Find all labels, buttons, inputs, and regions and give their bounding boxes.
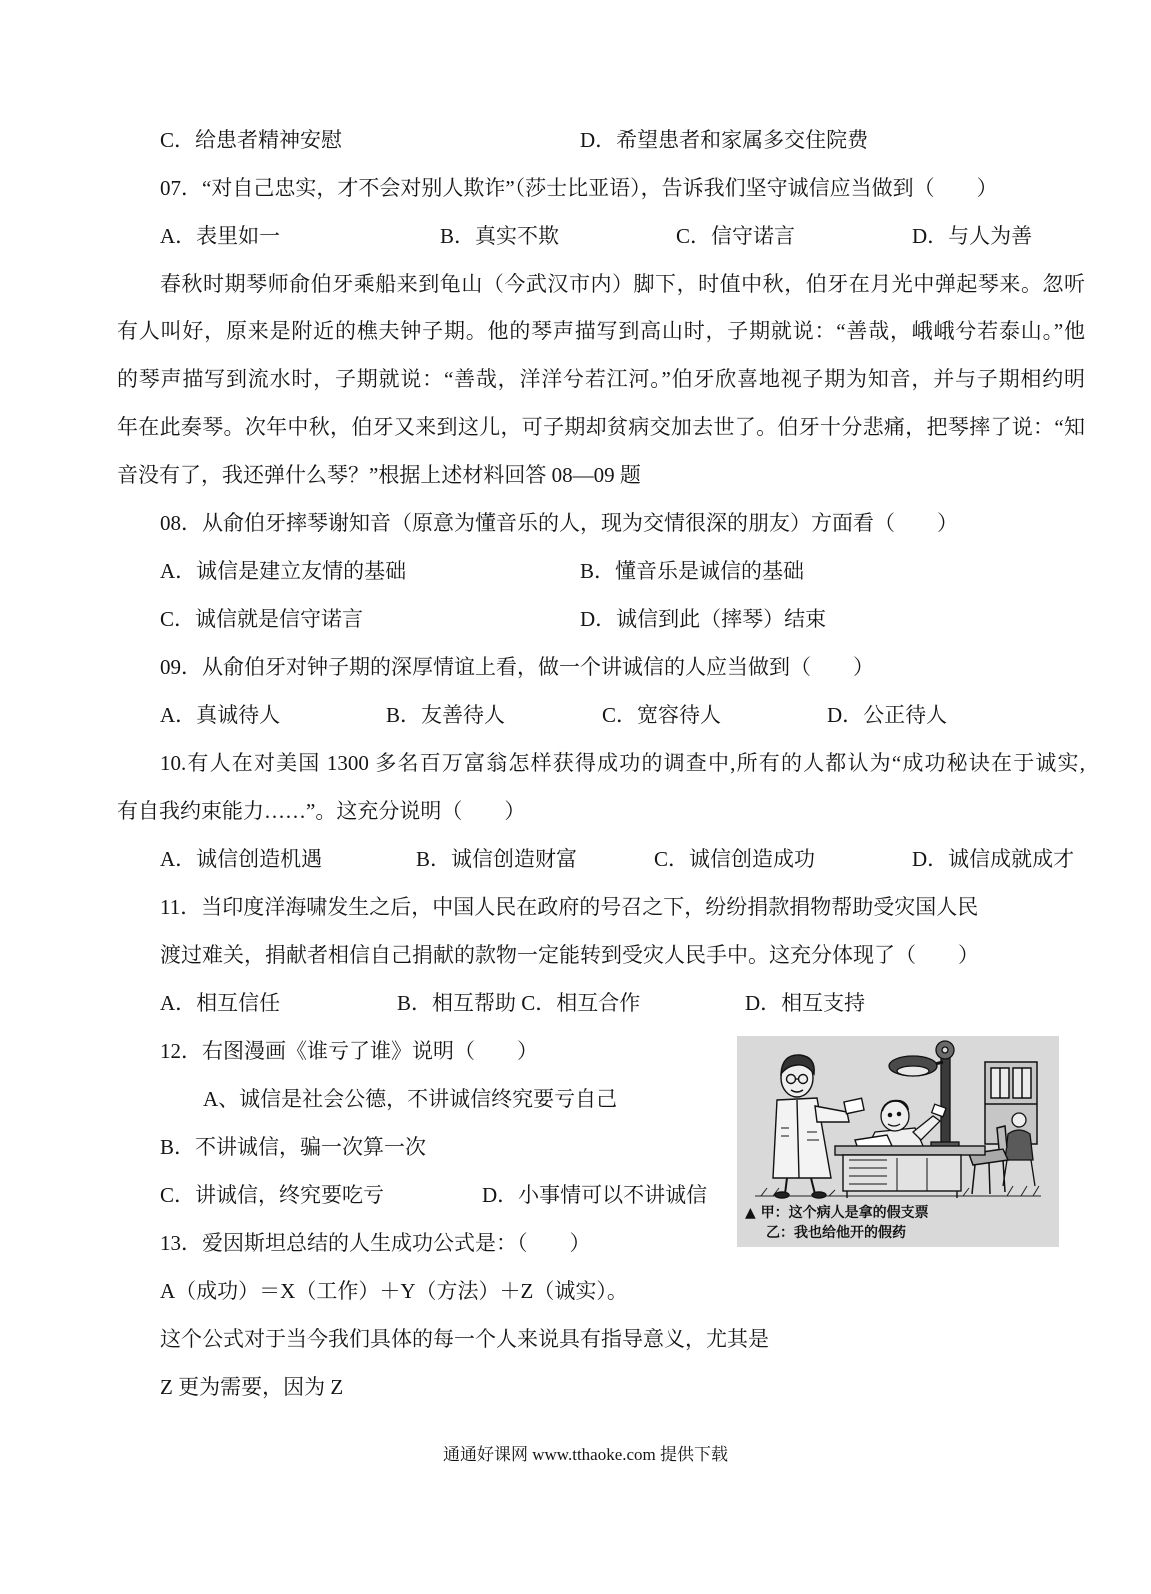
q07-stem: 07．“对自己忠实，才不会对别人欺诈”（莎士比亚语），告诉我们坚守诚信应当做到（ ）: [160, 176, 998, 200]
q10-stem-line: 10.有人在对美国 1300 多名百万富翁怎样获得成功的调查中,所有的人都认为“成功秘诀在于诚实,: [160, 751, 1085, 775]
q12-option-d: D．小事情可以不讲诚信: [482, 1183, 708, 1207]
passage-line: 年在此奏琴。次年中秋，伯牙又来到这儿，可子期却贫病交加去世了。伯牙十分悲痛，把琴摔了说：“知: [117, 415, 1085, 439]
q12-stem: 12．右图漫画《谁亏了谁》说明（ ）: [160, 1039, 538, 1063]
passage-line: 春秋时期琴师俞伯牙乘船来到龟山（今武汉市内）脚下，时值中秋，伯牙在月光中弹起琴来。忽听: [160, 272, 1085, 296]
cartoon-caption-line: 乙：我也给他开的假药: [766, 1225, 906, 1241]
q10-stem-line: 有自我约束能力……”。这充分说明（ ）: [117, 799, 526, 823]
cartoon-image: [737, 1036, 1059, 1247]
q08-option-b: B．懂音乐是诚信的基础: [580, 559, 805, 583]
passage-line: 音没有了，我还弹什么琴？”根据上述材料回答 08—09 题: [117, 463, 641, 487]
q09-option-c: C．宽容待人: [602, 703, 722, 727]
q08-stem: 08．从俞伯牙摔琴谢知音（原意为懂音乐的人，现为交情很深的朋友）方面看（ ）: [160, 511, 958, 535]
q11-stem-line: 渡过难关，捐献者相信自己捐献的款物一定能转到受灾人民手中。这充分体现了（ ）: [160, 943, 979, 967]
q10-option-c: C．诚信创造成功: [654, 847, 816, 871]
q12-option-b: B．不讲诚信，骗一次算一次: [160, 1135, 427, 1159]
q13-text-line: Z 更为需要，因为 Z: [160, 1375, 344, 1399]
q13-stem: 13．爱因斯坦总结的人生成功公式是：（ ）: [160, 1231, 591, 1255]
q08-option-d: D．诚信到此（摔琴）结束: [580, 607, 827, 631]
q10-option-d: D．诚信成就成才: [912, 847, 1075, 871]
q08-option-a: A．诚信是建立友情的基础: [160, 559, 407, 583]
q11-option-a: A．相互信任: [160, 991, 281, 1015]
q11-stem-line: 11．当印度洋海啸发生之后，中国人民在政府的号召之下，纷纷捐款捐物帮助受灾国人民: [160, 895, 979, 919]
page-footer: 通通好课网 www.tthaoke.com 提供下载: [443, 1445, 729, 1464]
q11-option-d: D．相互支持: [745, 991, 866, 1015]
q07-option-b: B．真实不欺: [440, 224, 560, 248]
cartoon-caption-line: ▲ 甲：这个病人是拿的假支票: [745, 1205, 929, 1221]
q13-text-line: 这个公式对于当今我们具体的每一个人来说具有指导意义，尤其是: [160, 1327, 769, 1351]
q09-stem: 09．从俞伯牙对钟子期的深厚情谊上看，做一个讲诚信的人应当做到（ ）: [160, 655, 874, 679]
passage-line: 的琴声描写到流水时，子期就说：“善哉，洋洋兮若江河。”伯牙欣喜地视子期为知音，并与子期相约明: [117, 367, 1085, 391]
q12-option-a: A、诚信是社会公德，不讲诚信终究要亏自己: [203, 1087, 618, 1111]
q13-formula: A（成功）＝X（工作）＋Y（方法）＋Z（诚实）。: [160, 1279, 628, 1303]
q07-option-c: C．信守诺言: [676, 224, 796, 248]
q10-option-a: A．诚信创造机遇: [160, 847, 323, 871]
q10-option-b: B．诚信创造财富: [416, 847, 578, 871]
q12-option-c: C．讲诚信，终究要吃亏: [160, 1183, 385, 1207]
q09-option-b: B．友善待人: [386, 703, 506, 727]
q07-option-a: A．表里如一: [160, 224, 281, 248]
q07-option-d: D．与人为善: [912, 224, 1033, 248]
q09-option-d: D．公正待人: [827, 703, 948, 727]
q09-option-a: A．真诚待人: [160, 703, 281, 727]
q06-option-d: D．希望患者和家属多交住院费: [580, 128, 869, 152]
passage-line: 有人叫好，原来是附近的樵夫钟子期。他的琴声描写到高山时，子期就说：“善哉，峨峨兮若泰山。”他: [117, 319, 1085, 343]
q06-option-c: C．给患者精神安慰: [160, 128, 343, 152]
q11-option-bc: B．相互帮助 C．相互合作: [397, 991, 641, 1015]
q08-option-c: C．诚信就是信守诺言: [160, 607, 364, 631]
